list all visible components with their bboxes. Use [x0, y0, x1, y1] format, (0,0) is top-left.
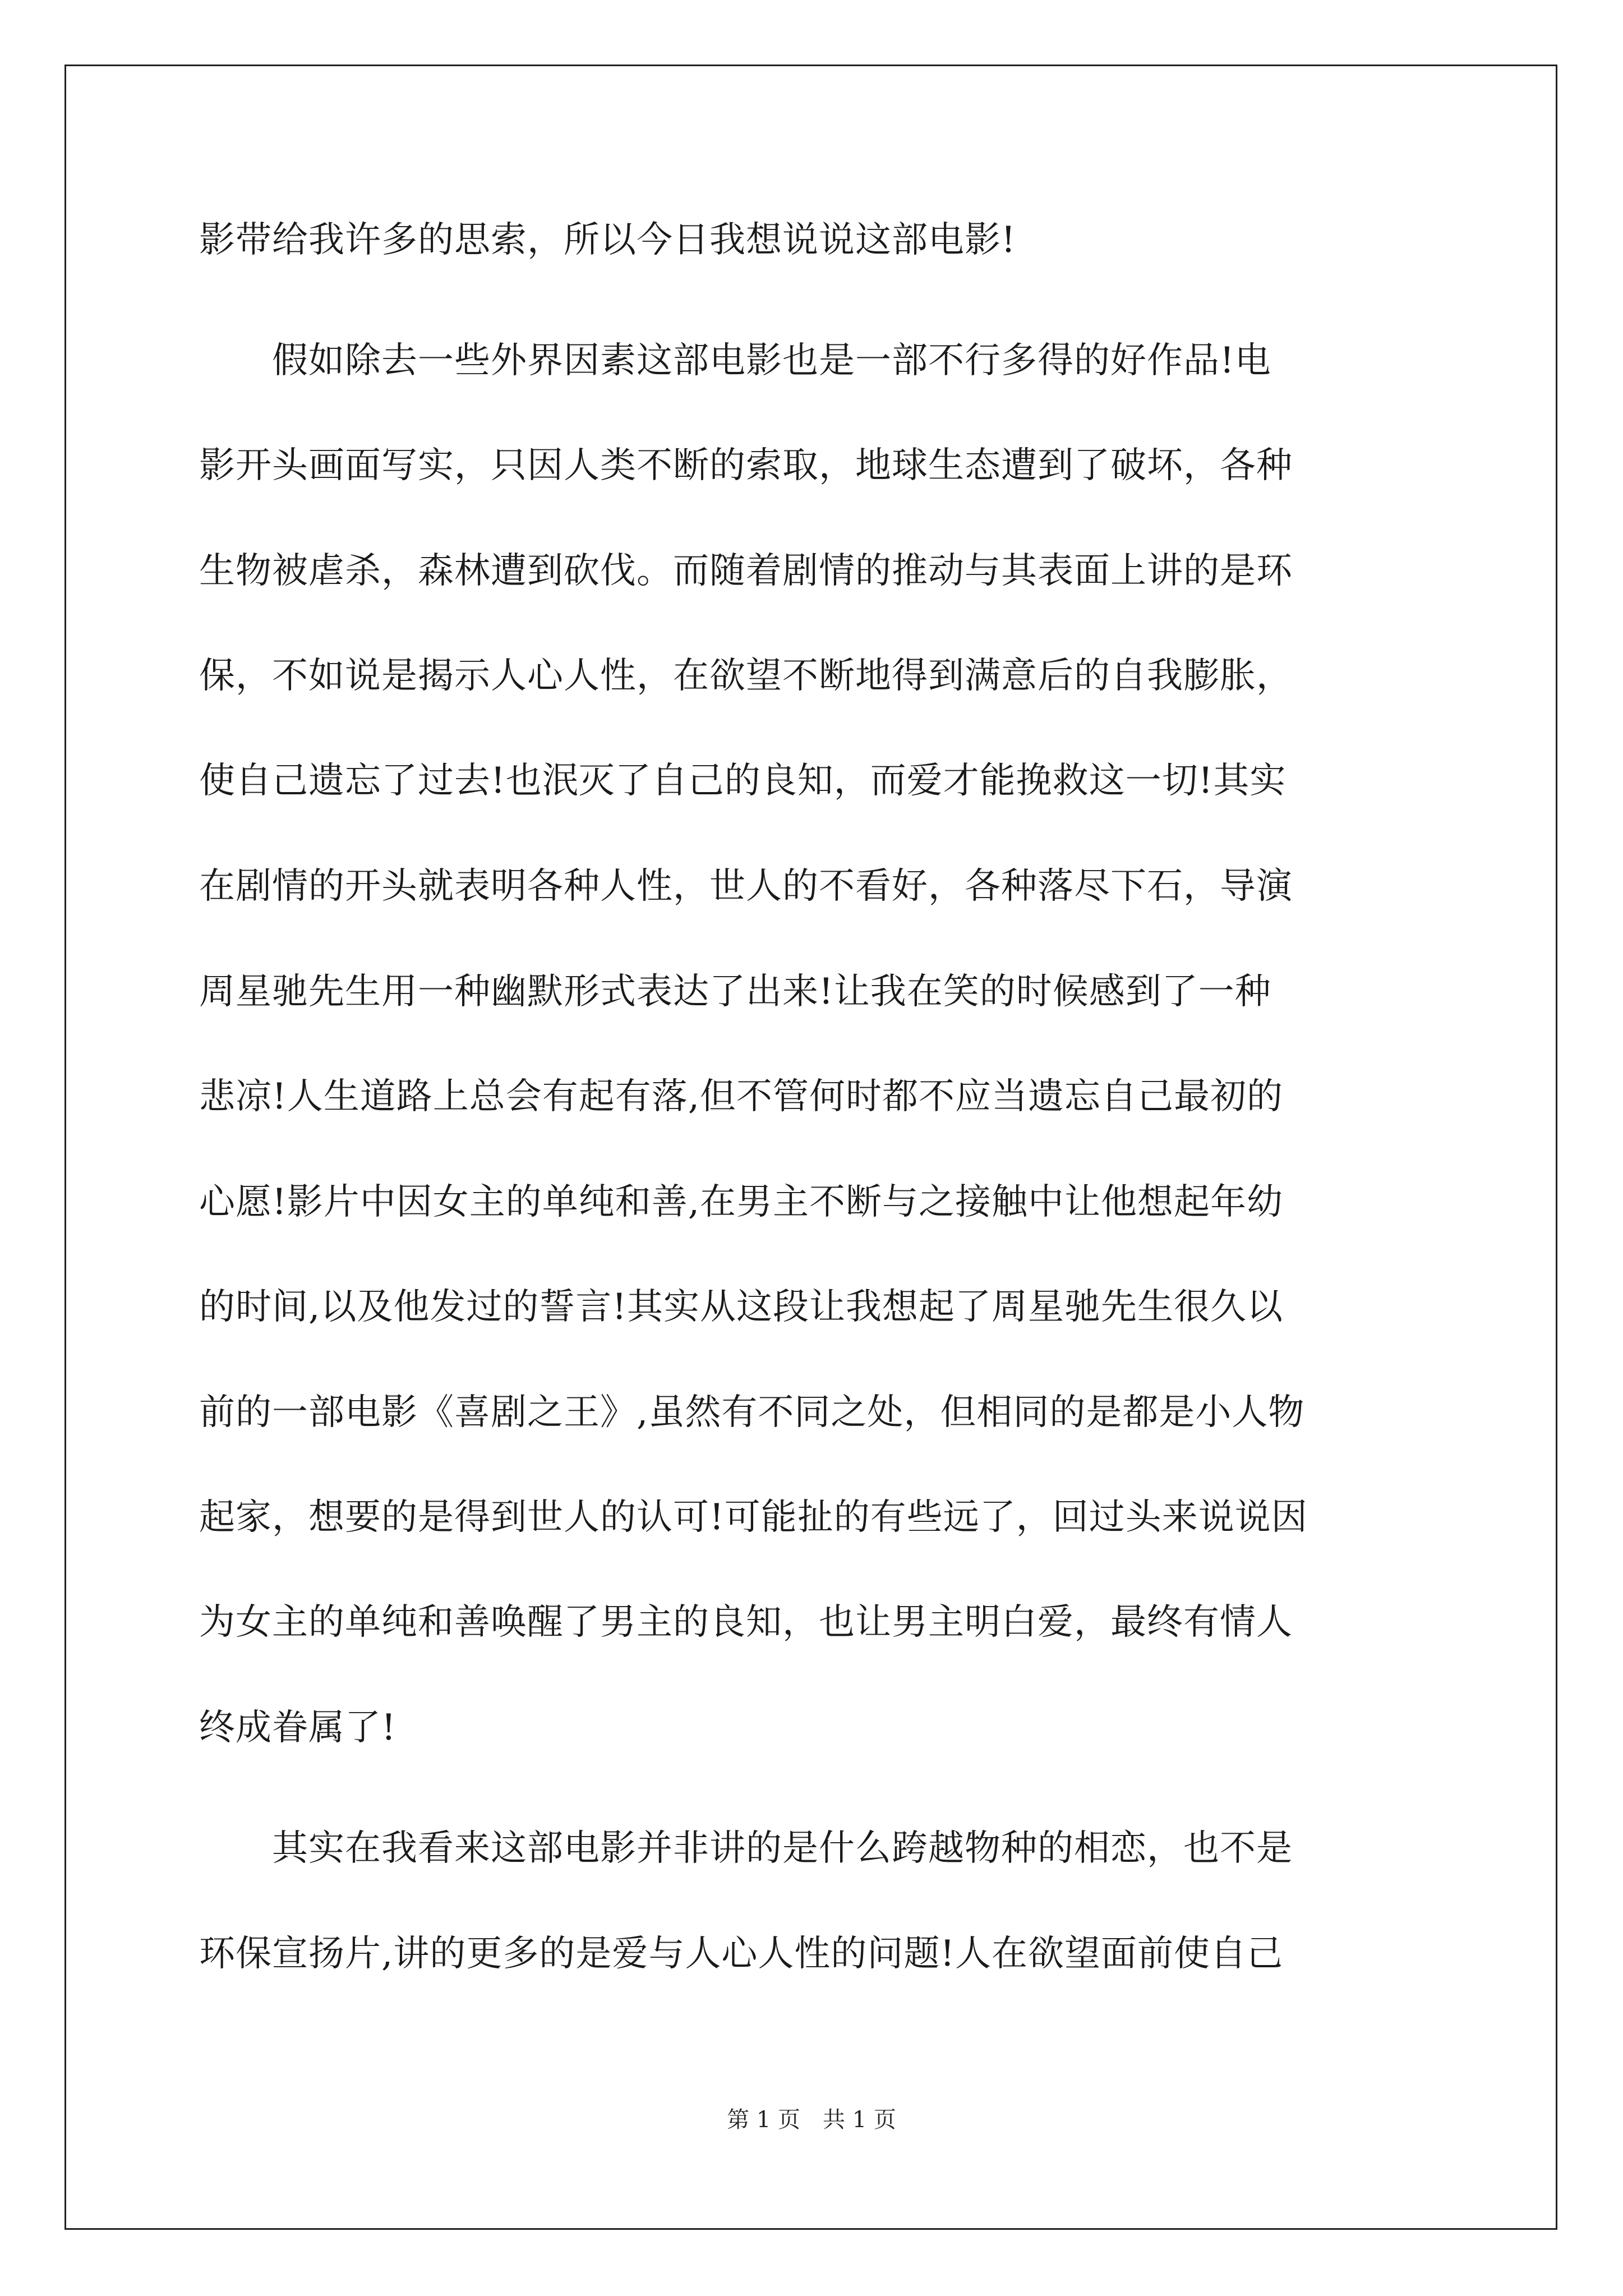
- text-line-3: 影开头画面写实，只因人类不断的索取，地球生态遭到了破坏，各种: [199, 445, 1293, 486]
- text-line-6: 使自己遗忘了过去!也泯灭了自己的良知，而爱才能挽救这一切!其实: [199, 760, 1287, 802]
- text-line-15: 终成眷属了!: [199, 1707, 396, 1749]
- text-line-2: 假如除去一些外界因素这部电影也是一部不行多得的好作品!电: [199, 340, 1271, 381]
- text-line-13: 起家，想要的是得到世人的认可!可能扯的有些远了，回过头来说说因: [199, 1497, 1308, 1538]
- text-line-7: 在剧情的开头就表明各种人性，世人的不看好，各种落尽下石，导演: [199, 866, 1293, 907]
- text-line-4: 生物被虐杀，森林遭到砍伐。而随着剧情的推动与其表面上讲的是环: [199, 550, 1293, 592]
- text-line-17: 环保宣扬片,讲的更多的是爱与人心人性的问题!人在欲望面前使自己: [199, 1933, 1284, 1975]
- page-footer: 第 1 页 共 1 页: [727, 2107, 896, 2133]
- text-line-8: 周星驰先生用一种幽默形式表达了出来!让我在笑的时候感到了一种: [199, 971, 1271, 1013]
- text-line-9: 悲凉!人生道路上总会有起有落,但不管何时都不应当遗忘自己最初的: [199, 1076, 1284, 1117]
- page-border: [64, 65, 1557, 2230]
- text-line-12: 前的一部电影《喜剧之王》,虽然有不同之处，但相同的是都是小人物: [199, 1392, 1305, 1433]
- text-line-5: 保，不如说是揭示人心人性，在欲望不断地得到满意后的自我膨胀，: [199, 655, 1293, 697]
- text-line-16: 其实在我看来这部电影并非讲的是什么跨越物种的相恋，也不是: [199, 1828, 1293, 1869]
- text-line-11: 的时间,以及他发过的誓言!其实从这段让我想起了周星驰先生很久以: [199, 1286, 1284, 1328]
- text-line-14: 为女主的单纯和善唤醒了男主的良知，也让男主明白爱，最终有情人: [199, 1602, 1293, 1643]
- text-line-1: 影带给我许多的思索，所以今日我想说说这部电影!: [199, 219, 1016, 261]
- text-line-10: 心愿!影片中因女主的单纯和善,在男主不断与之接触中让他想起年幼: [199, 1181, 1284, 1223]
